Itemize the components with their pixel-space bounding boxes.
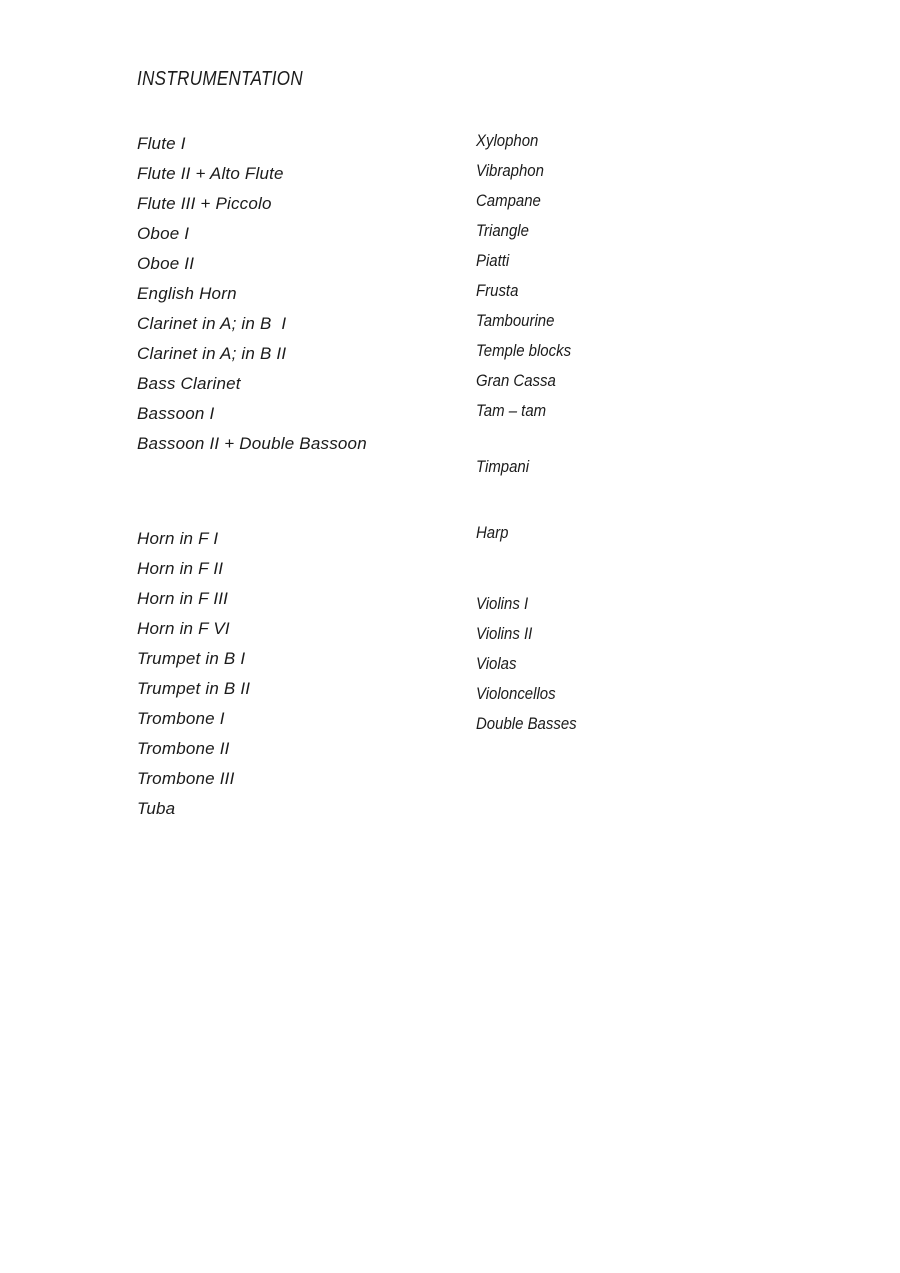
percussion-list <box>476 126 571 426</box>
instrument-item: Frusta <box>476 281 519 300</box>
timpani-label: Timpani <box>476 457 530 476</box>
instrument-item: Trumpet in B II <box>137 679 251 698</box>
instrument-item: Horn in F III <box>137 589 229 608</box>
page-title: INSTRUMENTATION <box>137 68 303 90</box>
instrument-item: Flute I <box>137 134 186 153</box>
instrument-item: Double Basses <box>476 714 577 733</box>
instrument-item: Triangle <box>476 221 529 240</box>
instrument-item: Vibraphon <box>476 161 544 180</box>
instrument-item: Tam – tam <box>476 401 547 420</box>
instrument-item: Violoncellos <box>476 684 556 703</box>
instrument-item: Oboe II <box>137 254 195 273</box>
instrument-item: Gran Cassa <box>476 371 556 390</box>
instrument-item: Bassoon I <box>137 404 215 423</box>
instrument-item: Campane <box>476 191 541 210</box>
instrument-item: Tuba <box>137 799 176 818</box>
instrument-item: Flute II + Alto Flute <box>137 164 284 183</box>
instrument-item: Bassoon II + Double Bassoon <box>137 434 367 453</box>
instrument-item: Violas <box>476 654 517 673</box>
instrument-item: English Horn <box>137 284 237 303</box>
strings-list <box>476 589 577 739</box>
instrument-item: Horn in F II <box>137 559 224 578</box>
instrument-item: Horn in F I <box>137 529 219 548</box>
harp-label-group <box>476 518 508 548</box>
instrument-item: Trumpet in B I <box>137 649 246 668</box>
instrument-item: Bass Clarinet <box>137 374 241 393</box>
instrument-item: Clarinet in A; in B I <box>137 314 287 333</box>
instrument-item: Clarinet in A; in B II <box>137 344 287 363</box>
instrument-item: Oboe I <box>137 224 190 243</box>
instrument-item: Xylophon <box>476 131 539 150</box>
instrument-item: Trombone I <box>137 709 225 728</box>
instrument-item: Temple blocks <box>476 341 572 360</box>
brass-list <box>137 524 250 824</box>
instrument-item: Flute III + Piccolo <box>137 194 272 213</box>
instrument-item: Violins I <box>476 594 529 613</box>
instrument-item: Tambourine <box>476 311 555 330</box>
instrument-item: Horn in F VI <box>137 619 230 638</box>
woodwinds-list <box>137 129 367 459</box>
instrument-item: Trombone III <box>137 769 235 788</box>
instrument-item: Piatti <box>476 251 510 270</box>
harp-label: Harp <box>476 523 509 542</box>
instrument-item: Trombone II <box>137 739 230 758</box>
timpani-label-group <box>476 452 529 482</box>
instrument-item: Violins II <box>476 624 533 643</box>
